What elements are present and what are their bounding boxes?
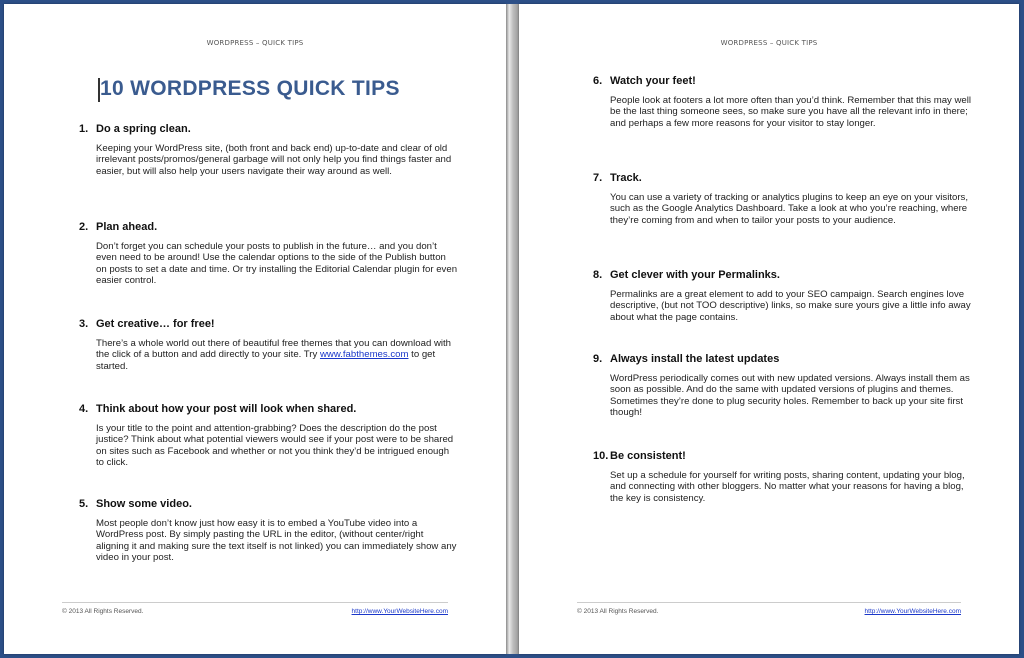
document-title[interactable]: 10 WORDPRESS QUICK TIPS (100, 77, 400, 100)
document-page-right (519, 4, 1019, 654)
tip-body: Is your title to the point and attention-grabbing? Does the description do the post justice? Think about what potential viewers would see if your post were to be shared on sites such as Facebook and whether or not you think they’d be intrigued enough to click. (96, 423, 454, 469)
tip-body: People look at footers a lot more often than you’d think. Remember that this may well be the last thing someone sees, so make sure you have all the relevant info in there; and perhaps a few more reasons for your visitor to stay longer. (610, 95, 972, 129)
tip-heading: 5. Show some video. (79, 498, 192, 510)
page-gutter (506, 4, 519, 654)
tip-body: Don’t forget you can schedule your posts to publish in the future… and you don’t even need to be around! Use the calendar options to the side of the Publish button on posts to set a date and time. Or try installing the Editorial Calendar plugin for even easier control. (96, 241, 458, 287)
tip-heading: 8. Get clever with your Permalinks. (593, 269, 780, 281)
fabthemes-link[interactable]: www.fabthemes.com (319, 349, 409, 361)
tip-body: There’s a whole world out there of beautiful free themes that you can download with the click of a button and add directly to your site. Try www.fabthemes.com to get started. (96, 338, 452, 372)
tip-3 (79, 318, 452, 372)
footer-copyright: © 2013 All Rights Reserved. (62, 608, 144, 615)
tip-body: Set up a schedule for yourself for writing posts, sharing content, updating your blog, and connecting with other bloggers. No matter what your reasons for having a blog, the key is consistency. (610, 470, 965, 504)
tip-heading: 2. Plan ahead. (79, 221, 158, 233)
tip-body: Most people don’t know just how easy it is to embed a YouTube video into a WordPress post. By simply pasting the URL in the editor, (without center/right aligning it and making sure the text itself is not linked) you can immediately show any video in your post. (96, 518, 457, 564)
tip-2 (79, 221, 458, 287)
tip-9 (593, 353, 970, 419)
tip-heading: 4. Think about how your post will look when shared. (79, 403, 357, 415)
tip-heading: 9. Always install the latest updates (593, 353, 780, 365)
tip-body: Keeping your WordPress site, (both front and back end) up-to-date and clear of old irrelevant posts/promos/general garbage will not only help you find things faster and easier, but will also help your users navigate their way around as well. (96, 143, 452, 177)
tip-heading: 1. Do a spring clean. (79, 123, 191, 135)
tip-heading: 7. Track. (593, 172, 642, 184)
tip-heading: 3. Get creative… for free! (79, 318, 215, 330)
tip-10 (593, 450, 963, 504)
document-page-left (4, 4, 506, 654)
footer-divider (577, 602, 961, 603)
tip-4 (79, 403, 454, 469)
footer-copyright: © 2013 All Rights Reserved. (577, 608, 659, 615)
tip-8 (593, 269, 971, 323)
tip-body: Permalinks are a great element to add to your SEO campaign. Search engines love descriptive, (but not TOO descriptive) links, so make sure yours give a little info away about what the page contains. (610, 289, 971, 323)
footer-website-link[interactable]: http://www.YourWebsiteHere.com (864, 608, 961, 615)
page-header: WORDPRESS – QUICK TIPS (206, 39, 304, 47)
footer-website-link[interactable]: http://www.YourWebsiteHere.com (351, 608, 448, 615)
tip-heading: 6. Watch your feet! (593, 75, 696, 87)
tip-heading: 10. Be consistent! (593, 450, 686, 462)
tip-5 (79, 498, 457, 564)
footer-divider (62, 602, 448, 603)
tip-body: You can use a variety of tracking or analytics plugins to keep an eye on your visitors, such as the Google Analytics Dashboard. Take a look at who you’re reaching, where they’re coming from and when to tailor your posts to your audience. (610, 192, 969, 226)
tip-body: WordPress periodically comes out with new updated versions. Always install them as soon as possible. And do the same with updated versions of plugins and themes. Sometimes they’re done to plug security holes. Remember to back up your site first though! (610, 373, 970, 419)
tip-7 (593, 172, 969, 226)
page-header: WORDPRESS – QUICK TIPS (720, 39, 818, 47)
tip-6 (593, 75, 972, 129)
tip-1 (79, 123, 452, 177)
